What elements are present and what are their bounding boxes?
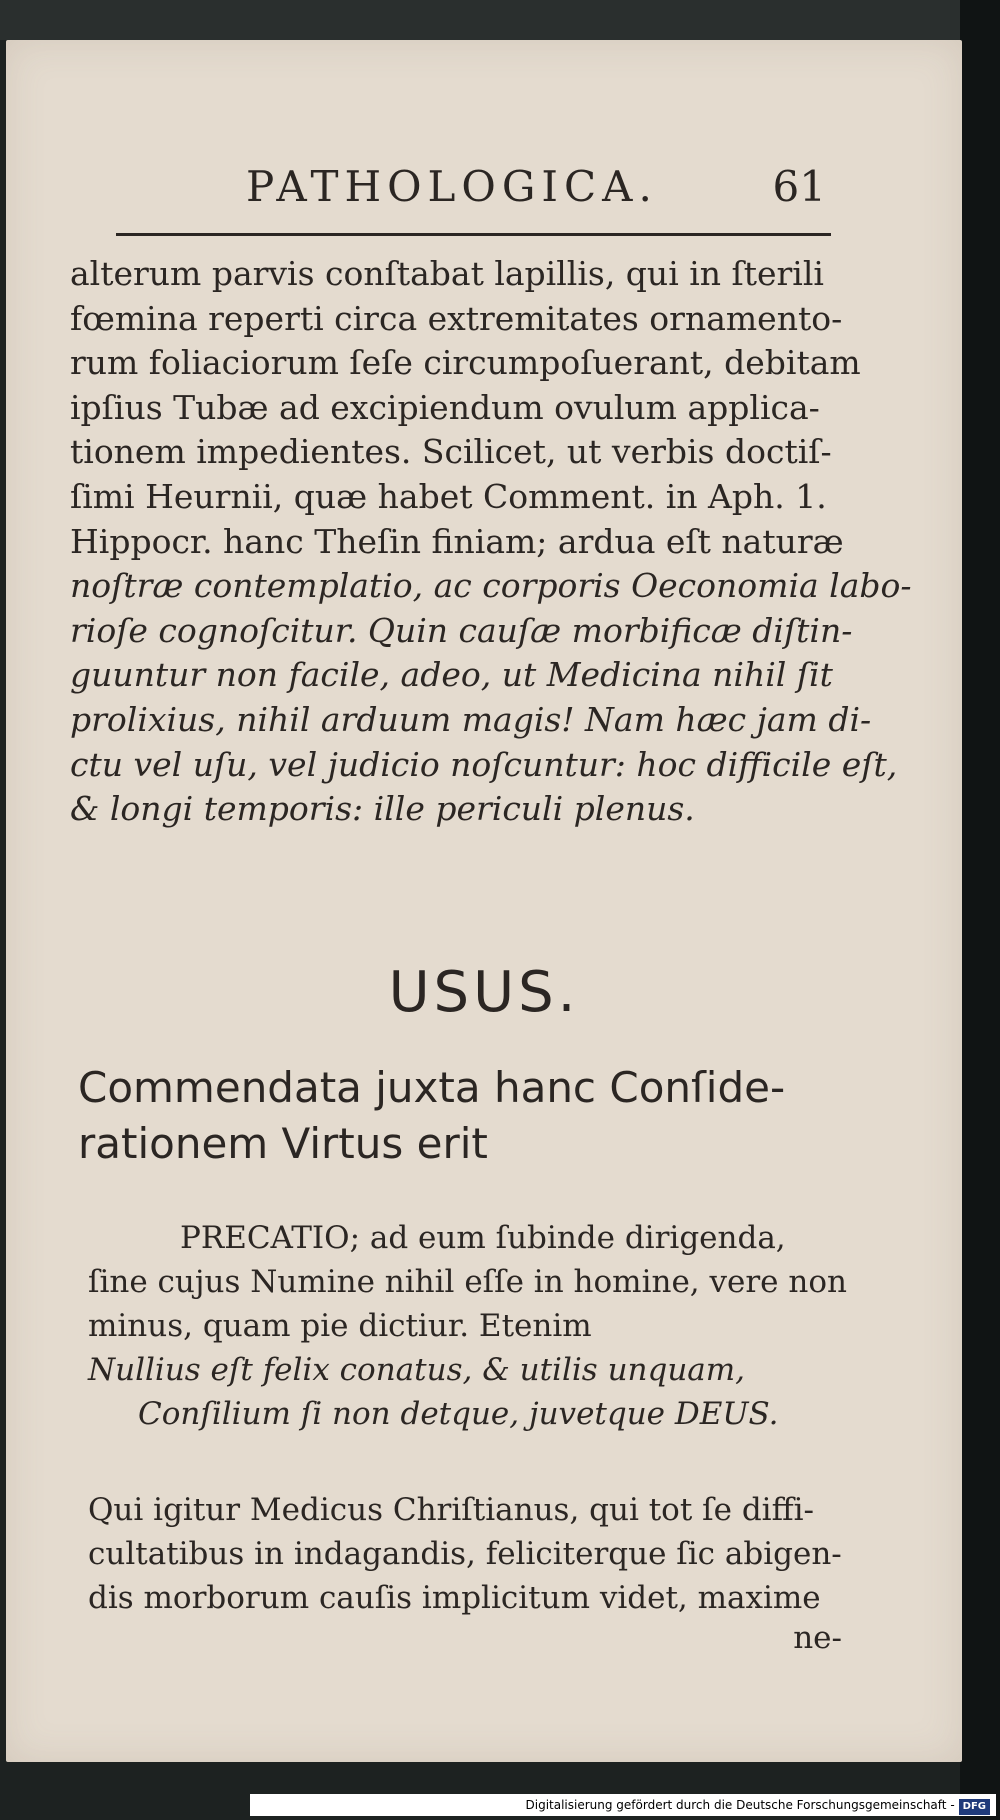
text-line: guuntur non facile, adeo, ut Medicina nihil ſit (70, 655, 833, 695)
text-line: ipſius Tubæ ad excipiendum ovulum applica- (70, 387, 820, 427)
paragraph-2 (88, 1216, 848, 1436)
page-number: 61 (772, 162, 826, 211)
text-line: fœmina reperti circa extremitates ornamento- (70, 298, 843, 338)
running-title: PATHOLOGICA. (246, 162, 658, 211)
text-line: minus, quam pie dictiur. Etenim (88, 1308, 592, 1344)
text-line: ſimi Heurnii, quæ habet Comment. in Aph. 1. (70, 476, 827, 516)
text-line: prolixius, nihil arduum magis! Nam hæc jam di- (70, 699, 872, 739)
text-line: dis morborum cauſis implicitum videt, maxime (88, 1580, 821, 1616)
section-subheading (78, 1060, 848, 1172)
text-line: alterum parvis conſtabat lapillis, qui in ſterili (70, 254, 824, 293)
text-line: rioſe cognoſcitur. Quin cauſæ morbificæ diſtin- (70, 610, 853, 650)
text-line: PRECATIO; ad eum ſubinde dirigenda, (180, 1220, 786, 1256)
section-heading: USUS. (388, 960, 580, 1025)
text-line: ctu vel uſu, vel judicio noſcuntur: hoc difficile eſt, (70, 744, 898, 784)
page-header (246, 162, 846, 222)
footer-credit: Digitalisierung gefördert durch die Deutsche Forschungsgemeinschaft - (525, 1798, 955, 1812)
subheading-line: Commendata juxta hanc Conſide- (78, 1063, 786, 1112)
paragraph-3 (88, 1488, 848, 1620)
text-line: noſtræ contemplatio, ac corporis Oeconomia labo- (70, 566, 912, 606)
header-rule (116, 233, 831, 236)
verse-line: Conſilium ſi non detque, juvetque DEUS. (138, 1396, 779, 1432)
subheading-line: rationem Virtus erit (78, 1119, 488, 1168)
paragraph-1 (70, 252, 912, 832)
text-line: Hippocr. hanc Theſin finiam; ardua eſt naturæ (70, 521, 844, 561)
dfg-logo: DFG (959, 1799, 990, 1815)
book-page (6, 40, 962, 1762)
text-line: cultatibus in indagandis, feliciterque ſic abigen- (88, 1536, 842, 1572)
catchword: ne- (793, 1620, 842, 1656)
scan-border-top (0, 0, 1000, 40)
scan-border-right (960, 0, 1000, 1820)
text-line: rum foliaciorum ſeſe circumpoſuerant, debitam (70, 343, 861, 383)
text-line: tionem impedientes. Scilicet, ut verbis doctiſ- (70, 432, 832, 472)
verse-line: Nullius eſt felix conatus, & utilis unquam, (88, 1352, 746, 1388)
digitization-footer (250, 1794, 996, 1816)
text-line: Qui igitur Medicus Chriſtianus, qui tot ſe diffi- (88, 1492, 815, 1528)
text-line: & longi temporis: ille periculi plenus. (70, 789, 695, 829)
text-line: ſine cujus Numine nihil eſſe in homine, vere non (88, 1264, 847, 1300)
